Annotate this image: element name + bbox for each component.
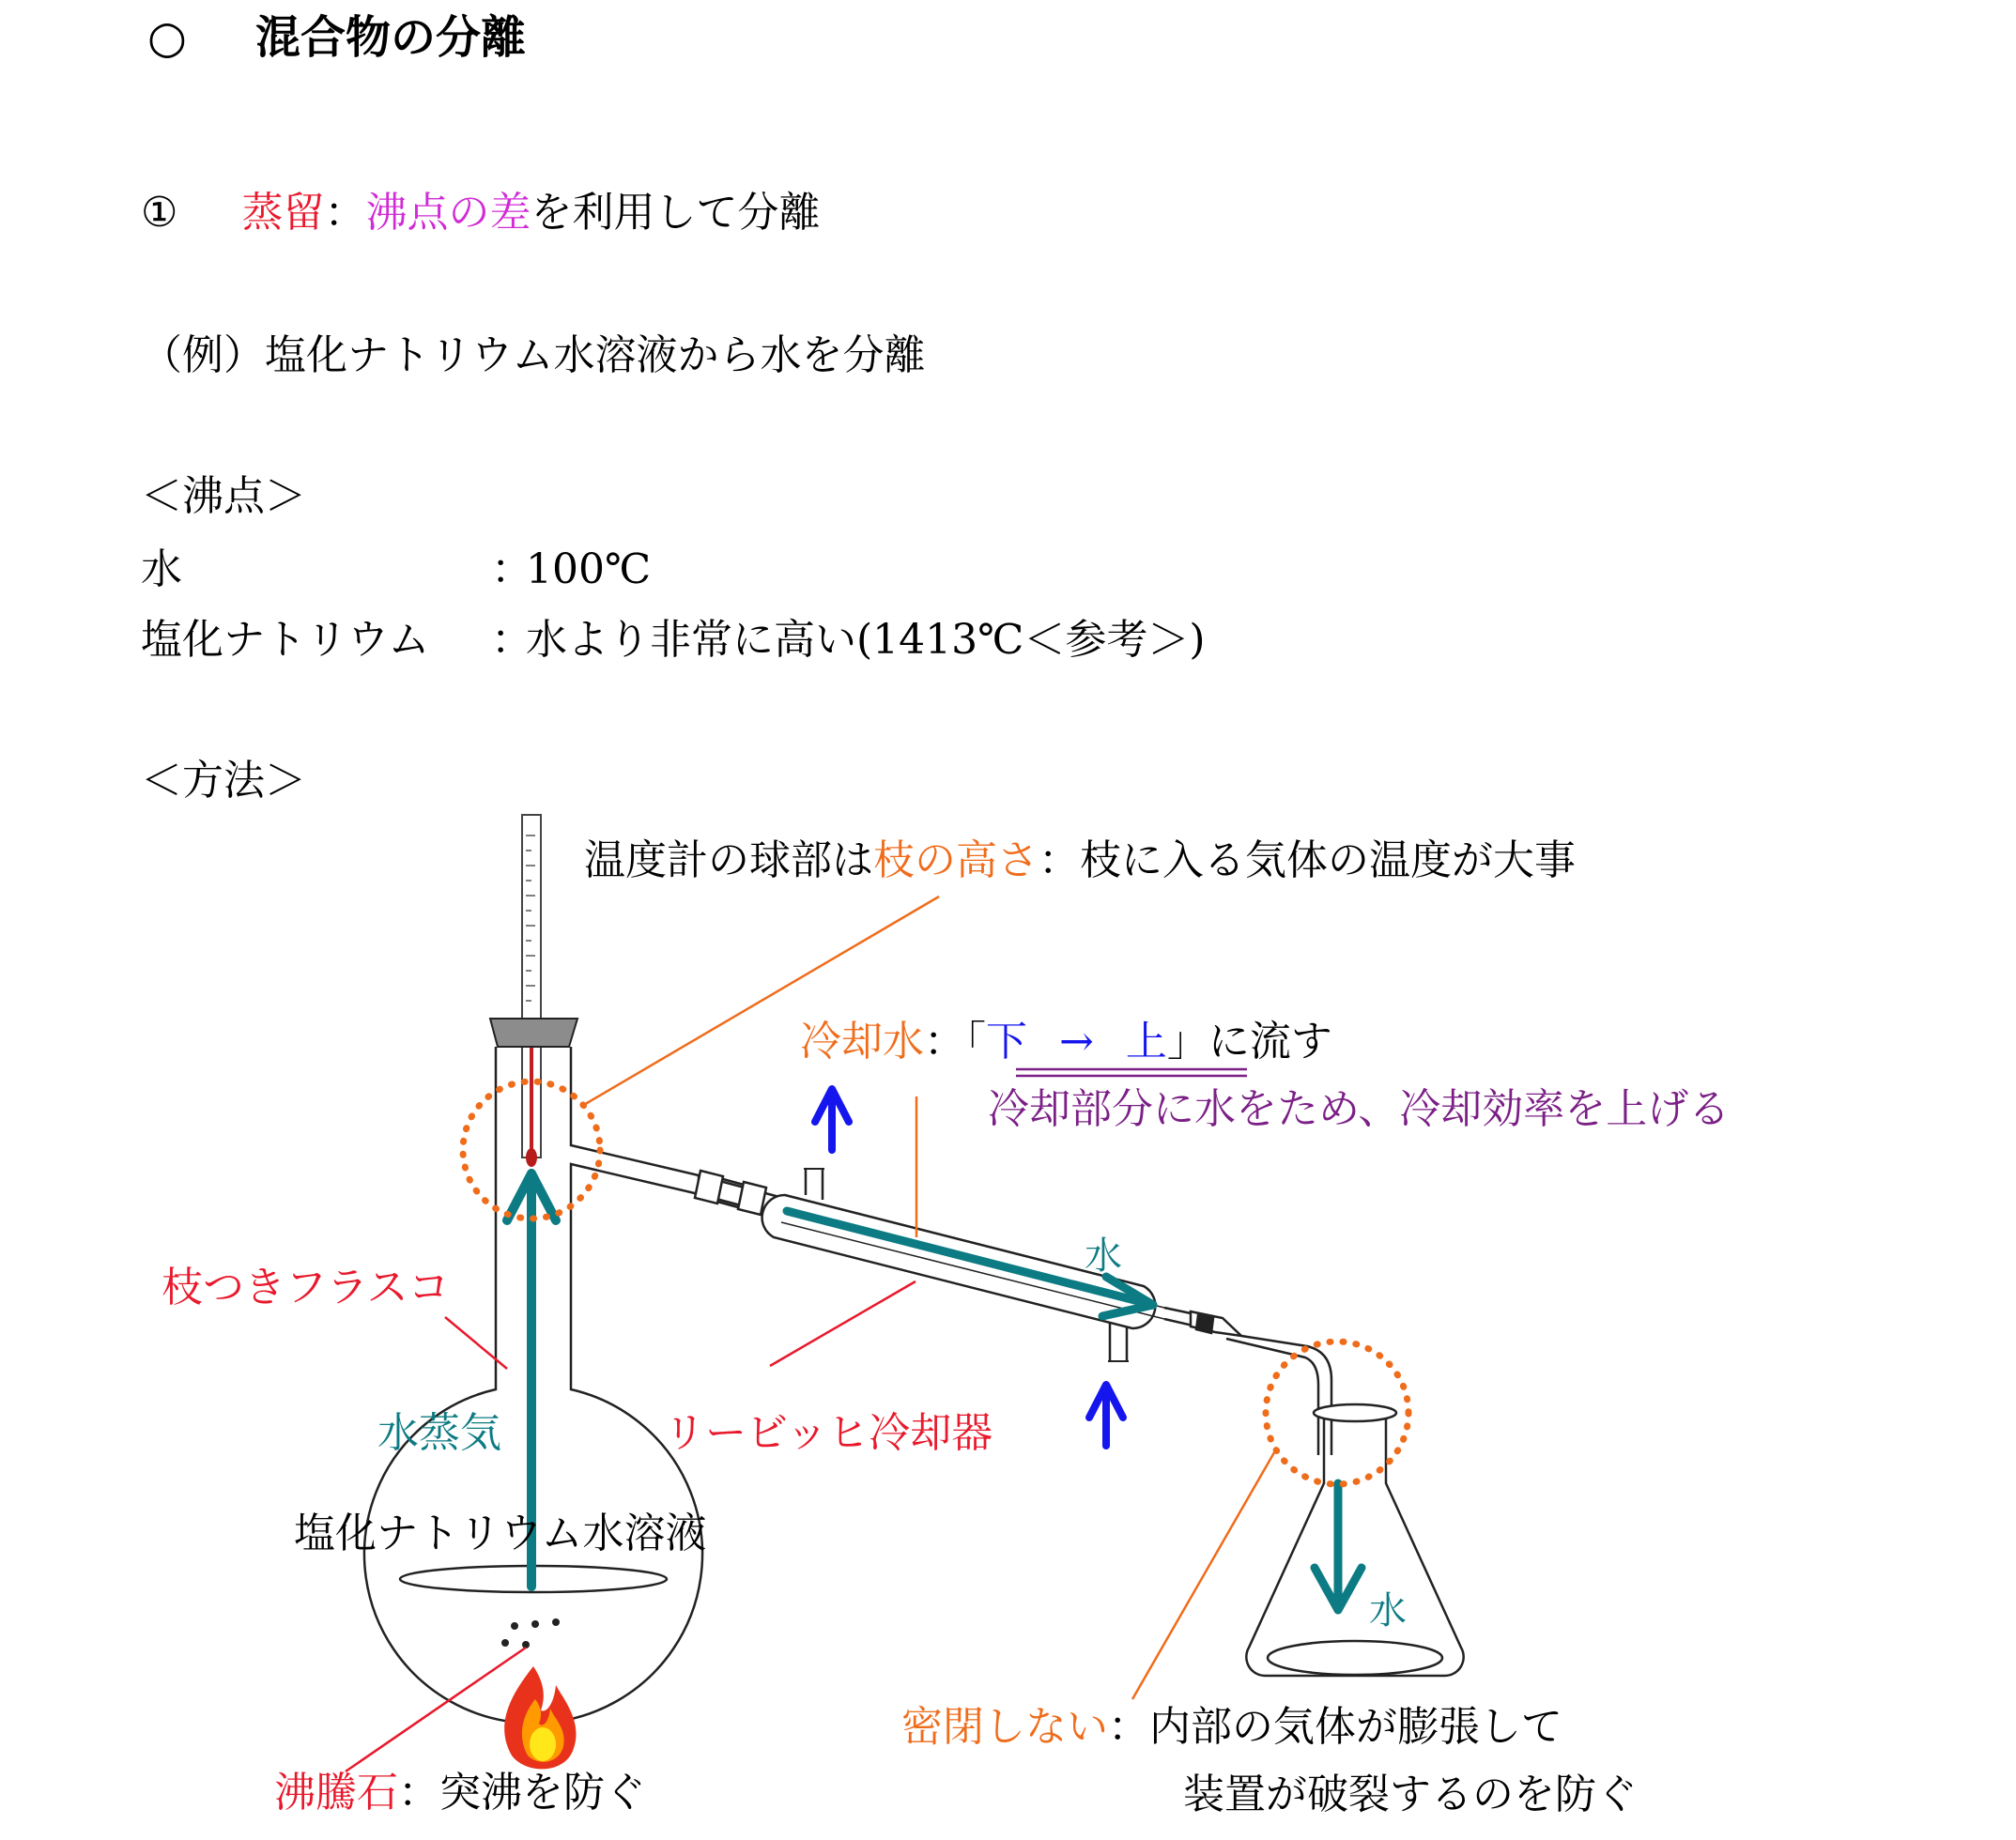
boiling-chips — [501, 1618, 560, 1648]
row-nacl-colon: ： — [491, 616, 532, 664]
thermometer-note-prefix: 温度計の球部は — [584, 836, 873, 884]
no-seal-desc2: 装置が破裂するのを防ぐ — [1183, 1771, 1638, 1818]
drip-arrow — [1315, 1483, 1362, 1610]
item-rest: を利用して分離 — [531, 189, 821, 237]
example-text: （例）塩化ナトリウム水溶液から水を分離 — [141, 331, 926, 379]
page-title: 混合物の分離 — [255, 11, 527, 64]
flame-icon — [504, 1666, 576, 1769]
leader-thermometer — [582, 897, 939, 1106]
row-water-value: 100℃ — [526, 545, 652, 593]
row-nacl-value: 水より非常に高い(1413℃＜参考＞) — [526, 616, 1206, 664]
solution-label: 塩化ナトリウム水溶液 — [294, 1510, 707, 1557]
leader-flask — [445, 1317, 507, 1369]
row-water-name: 水 — [141, 545, 182, 593]
thermometer-note-suffix: ：枝に入る気体の温度が大事 — [1039, 836, 1576, 884]
water-in-arrow — [1089, 1385, 1123, 1446]
thermometer — [522, 815, 541, 1167]
steam-label: 水蒸気 — [377, 1409, 501, 1457]
cooling-arrow: → — [1059, 1018, 1094, 1066]
leader-condenser — [770, 1281, 916, 1366]
thermometer-note — [584, 836, 1576, 884]
erlenmeyer-flask — [1246, 1418, 1463, 1676]
cooling-water-label: 冷却水 — [800, 1018, 924, 1066]
condenser-label: リービッヒ冷却器 — [664, 1409, 993, 1457]
boiling-header: ＜沸点＞ — [141, 472, 306, 520]
term-distillation: 蒸留 — [241, 189, 325, 237]
heading-bullet: ○ — [147, 11, 187, 64]
no-seal-term: 密閉しない — [901, 1703, 1108, 1751]
row-water-colon: ： — [491, 545, 532, 593]
leader-no-seal — [1132, 1448, 1277, 1699]
no-seal-desc1: ：内部の気体が膨張して — [1108, 1703, 1562, 1751]
cooling-water-note — [800, 1018, 1332, 1066]
cooling-to: 上 — [1125, 1018, 1167, 1066]
connector — [695, 1171, 766, 1215]
cooling-water-suffix: 」に流す — [1166, 1018, 1332, 1066]
thermometer-note-key: 枝の高さ — [873, 836, 1039, 884]
boiling-chips-term: 沸騰石 — [274, 1769, 398, 1817]
row-nacl-name: 塩化ナトリウム — [141, 616, 430, 664]
double-underline — [1016, 1069, 1247, 1076]
method-header: ＜方法＞ — [141, 757, 306, 805]
boiling-chips-note — [274, 1769, 646, 1817]
flask-label: 枝つきフラスコ — [162, 1264, 450, 1311]
cooling-water-bracket-open: ：「 — [924, 1018, 986, 1066]
stopper — [490, 1019, 577, 1047]
cooling-from: 下 — [986, 1018, 1027, 1066]
leader-boiling-chips — [346, 1648, 526, 1771]
condenser-water-label: 水 — [1085, 1234, 1122, 1278]
item-colon: ： — [324, 189, 366, 237]
water-out-arrow — [815, 1089, 849, 1150]
cooling-reason: 冷却部分に水をため、冷却効率を上げる — [988, 1085, 1731, 1133]
key-boiling-difference: 沸点の差 — [365, 189, 531, 237]
receiver-water-label: 水 — [1369, 1589, 1407, 1633]
no-seal-note — [901, 1703, 1562, 1751]
adapter — [1164, 1308, 1331, 1455]
item-number-mark: ① — [141, 189, 178, 237]
boiling-chips-desc: ：突沸を防ぐ — [398, 1769, 646, 1817]
